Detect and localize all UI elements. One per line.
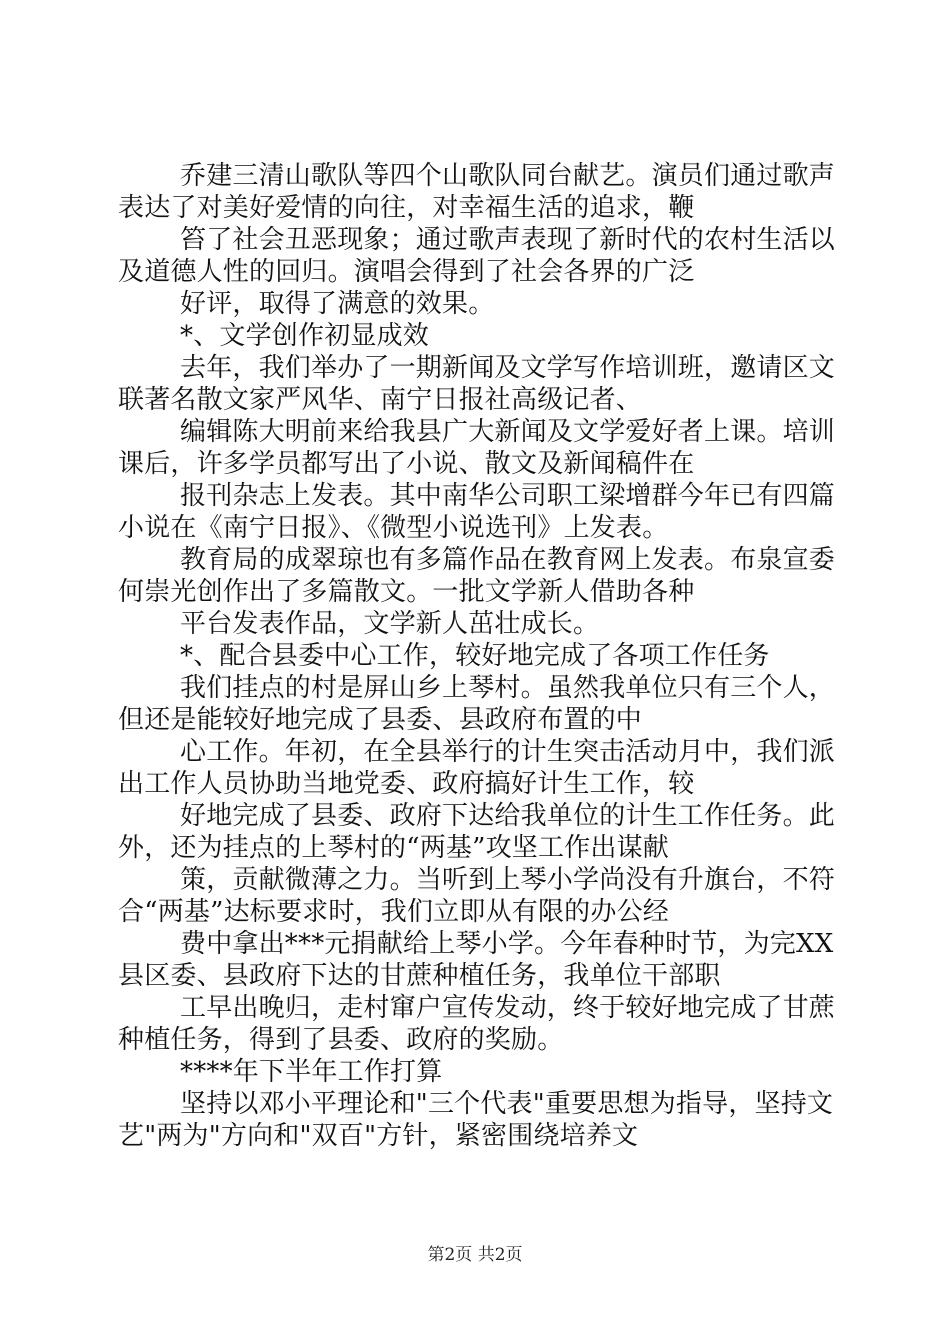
text-line: 外，还为挂点的上琴村的“两基”攻坚工作出谋献 <box>118 833 669 863</box>
text-line: 合“两基”达标要求时，我们立即从有限的办公经 <box>118 897 669 927</box>
text-line: 但还是能较好地完成了县委、县政府布置的中 <box>118 705 643 735</box>
text-line: 编辑陈大明前来给我县广大新闻及文学爱好者上课。培训 <box>180 417 836 447</box>
text-line: 教育局的成翠琼也有多篇作品在教育网上发表。布泉宣委 <box>180 545 836 575</box>
text-line: 笞了社会丑恶现象；通过歌声表现了新时代的农村生活以 <box>180 225 836 255</box>
text-line: 报刊杂志上发表。其中南华公司职工梁增群今年已有四篇 <box>180 481 836 511</box>
text-line: 策，贡献微薄之力。当听到上琴小学尚没有升旗台，不符 <box>180 865 836 895</box>
text-line: 工早出晚归，走村窜户宣传发动，终于较好地完成了甘蔗 <box>180 993 836 1023</box>
text-line: 乔建三清山歌队等四个山歌队同台献艺。演员们通过歌声 <box>180 161 836 191</box>
text-line: 去年，我们举办了一期新闻及文学写作培训班，邀请区文 <box>180 353 836 383</box>
page-footer: 第2页 共2页 <box>427 1245 523 1265</box>
text-line: 艺"两为"方向和"双百"方针，紧密围绕培养文 <box>118 1121 639 1151</box>
document-body <box>118 160 836 1152</box>
text-line: 坚持以邓小平理论和"三个代表"重要思想为指导，坚持文 <box>180 1089 834 1119</box>
text-line: 好地完成了县委、政府下达给我单位的计生工作任务。此 <box>180 801 836 831</box>
text-line: 我们挂点的村是屏山乡上琴村。虽然我单位只有三个人， <box>180 673 836 703</box>
text-line: *、配合县委中心工作，较好地完成了各项工作任务 <box>180 641 770 671</box>
text-line: 出工作人员协助当地党委、政府搞好计生工作，较 <box>118 769 695 799</box>
text-line: ****年下半年工作打算 <box>180 1057 443 1087</box>
text-line: 联著名散文家严风华、南宁日报社高级记者、 <box>118 385 643 415</box>
text-line: 平台发表作品，文学新人茁壮成长。 <box>180 609 600 639</box>
text-line: 心工作。年初，在全县举行的计生突击活动月中，我们派 <box>180 737 836 767</box>
text-line: 课后，许多学员都写出了小说、散文及新闻稿件在 <box>118 449 695 479</box>
text-line: *、文学创作初显成效 <box>180 321 430 351</box>
text-line: 表达了对美好爱情的向往，对幸福生活的追求，鞭 <box>118 193 695 223</box>
text-line: 费中拿出***元捐献给上琴小学。今年春种时节，为完XX <box>180 929 834 959</box>
text-line: 种植任务，得到了县委、政府的奖励。 <box>118 1025 564 1055</box>
text-line: 好评，取得了满意的效果。 <box>180 289 495 319</box>
text-line: 县区委、县政府下达的甘蔗种植任务，我单位干部职 <box>118 961 721 991</box>
text-line: 小说在《南宁日报》、《微型小说选刊》上发表。 <box>118 513 669 543</box>
text-line: 何崇光创作出了多篇散文。一批文学新人借助各种 <box>118 577 695 607</box>
text-line: 及道德人性的回归。演唱会得到了社会各界的广泛 <box>118 257 695 287</box>
